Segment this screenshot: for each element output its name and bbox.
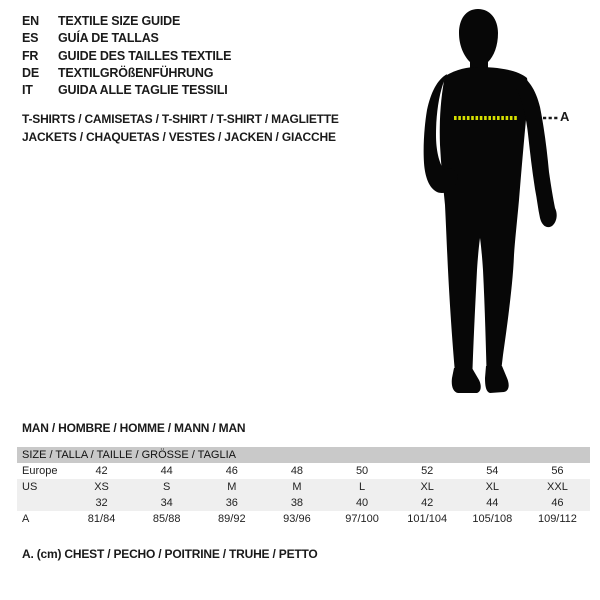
category-line-tshirts: T-SHIRTS / CAMISETAS / T-SHIRT / T-SHIRT / MAGLIETTE — [22, 112, 339, 126]
size-cell: 81/84 — [87, 513, 116, 525]
size-cell: XXL — [547, 481, 568, 493]
size-cell: M — [227, 481, 237, 493]
size-cell: 105/108 — [472, 513, 513, 525]
size-cell: 36 — [225, 497, 238, 509]
language-item-it — [22, 82, 231, 99]
man-silhouette-figure — [395, 0, 600, 410]
silhouette-head — [459, 9, 498, 71]
size-cell: 32 — [95, 497, 108, 509]
silhouette-left-foot — [452, 368, 481, 393]
language-item-es — [22, 30, 231, 47]
language-item-de — [22, 65, 231, 82]
row-label: Europe — [22, 465, 58, 477]
size-cell: S — [163, 481, 171, 493]
language-item-en — [22, 13, 231, 30]
man-silhouette — [395, 0, 600, 410]
size-cell: 52 — [421, 465, 434, 477]
category-line-jackets: JACKETS / CHAQUETAS / VESTES / JACKEN / GIACCHE — [22, 130, 336, 144]
size-cell: 85/88 — [152, 513, 181, 525]
silhouette-torso-legs — [440, 67, 528, 386]
row-label: A — [22, 513, 30, 525]
size-cell: XS — [94, 481, 109, 493]
language-code: DE — [22, 65, 39, 80]
size-cell: 44 — [160, 465, 173, 477]
table-row-numeric — [17, 495, 590, 511]
size-cell: 38 — [290, 497, 304, 509]
size-cell: 40 — [355, 497, 369, 509]
table-row-chest-a — [17, 511, 590, 527]
table-row-europe — [17, 463, 590, 479]
size-cell: 101/104 — [407, 513, 448, 525]
row-label: US — [22, 481, 38, 493]
size-cell: 42 — [95, 465, 108, 477]
measurement-footnote: A. (cm) CHEST / PECHO / POITRINE / TRUHE / PETTO — [22, 547, 318, 561]
size-cell: 97/100 — [345, 513, 379, 525]
language-code: IT — [22, 83, 33, 98]
size-cell: 109/112 — [537, 513, 577, 525]
size-cell: L — [359, 481, 366, 493]
table-row-us — [17, 479, 590, 495]
size-table — [17, 447, 590, 527]
size-cell: 56 — [551, 465, 564, 477]
language-title: TEXTILE SIZE GUIDE — [58, 14, 181, 28]
size-cell: 44 — [486, 497, 499, 509]
size-cell: XL — [485, 481, 500, 493]
category-titles — [22, 110, 339, 146]
language-list — [22, 13, 231, 99]
language-code: EN — [22, 14, 39, 28]
row-label — [17, 495, 69, 511]
size-cell: 46 — [225, 465, 238, 477]
size-cell: XL — [420, 481, 434, 493]
size-cell: 89/92 — [218, 513, 246, 525]
language-code: ES — [22, 31, 39, 46]
size-cell: 93/96 — [283, 513, 311, 525]
size-cell: 34 — [160, 497, 173, 509]
language-title: GUIDE DES TAILLES TEXTILE — [58, 48, 232, 63]
size-cell: 50 — [355, 465, 369, 477]
silhouette-right-foot — [485, 366, 509, 393]
language-item-fr — [22, 48, 231, 65]
size-cell: 54 — [486, 465, 499, 477]
measurement-a-label: A — [560, 109, 570, 124]
silhouette-shapes — [424, 9, 557, 393]
language-title: TEXTILGRÖßENFÜHRUNG — [58, 65, 214, 80]
size-cell: 46 — [551, 497, 564, 509]
size-cell: 42 — [421, 497, 434, 509]
language-title: GUÍA DE TALLAS — [58, 31, 159, 46]
size-table-header-row — [17, 447, 590, 463]
size-cell: M — [292, 481, 302, 493]
language-title: GUIDA ALLE TAGLIE TESSILI — [58, 83, 228, 98]
section-title-man: MAN / HOMBRE / HOMME / MANN / MAN — [22, 421, 246, 435]
language-code: FR — [22, 48, 39, 63]
size-table-header: SIZE / TALLA / TAILLE / GRÖSSE / TAGLIA — [17, 447, 590, 463]
size-cell: 48 — [290, 465, 304, 477]
